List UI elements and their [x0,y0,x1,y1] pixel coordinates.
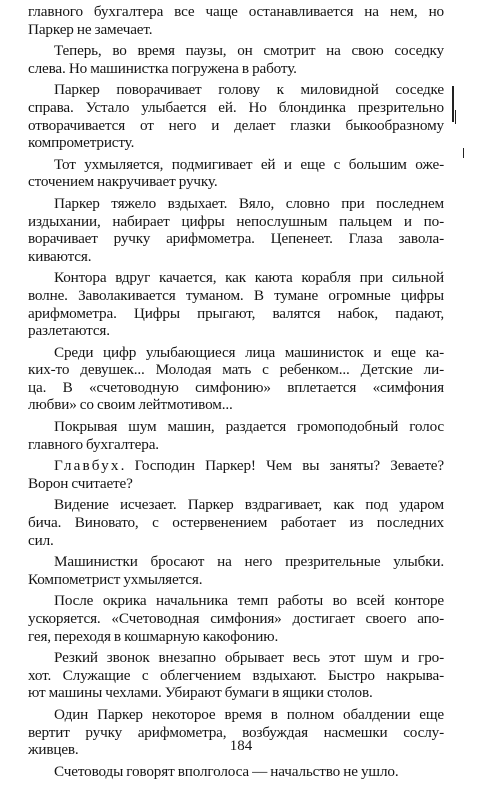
text-line: Контора вдруг качается, как каюта корабля при сильной [54,269,444,287]
text-line: Покрывая шум машин, раздается громоподобный голос [54,418,444,436]
text-line: вертит ручку арифмометра, возбуждая насмешки сослу- [28,723,444,741]
paragraph-11 [28,553,444,588]
text-line: издыхании, набирает цифры непослушным пальцем и по- [28,212,444,230]
paragraph-7 [28,344,444,414]
paragraph-8 [28,418,444,453]
text-line: любви» со своим лейтмотивом... [28,396,233,414]
paragraph-6 [28,269,444,339]
text-line: слева. Но машинистка погружена в работу. [28,59,297,77]
text-line: ких-то девушек... Молодая мать с ребенком... Детские ли- [28,361,444,379]
text-line: Паркер не замечает. [28,20,153,38]
text-line: главного бухгалтера все чаще останавливается на нем, но [28,3,444,20]
paragraph-4 [28,156,444,191]
text-line: Паркер тяжело вздыхает. Вяло, словно при последнем [54,194,444,212]
text-line: главного бухгалтера. [28,435,159,453]
paragraph-10 [28,496,444,549]
paragraph-9-dialogue [28,457,444,492]
text-line: Теперь, во время паузы, он смотрит на свою соседку [54,42,444,60]
margin-scan-mark [455,110,456,124]
text-line: волне. Заволакивается туманом. В тумане огромные цифры [28,286,444,304]
text-line: хот. Служащие с облегчением вздыхают. Быстро накрыва- [28,666,444,684]
speech-text: . Господин Паркер! Чем вы заняты? Зеваете? [120,457,444,475]
paragraph-1 [28,3,444,38]
text-line: отворачивается от него и делает глазки быкообразному [28,116,444,134]
text-line: справа. Устало улыбается ей. Но блондинка презрительно [28,98,444,116]
text-line: разлетаются. [28,322,110,340]
text-line: гея, переходя в кошмарную какофонию. [28,627,279,645]
text-line: Резкий звонок внезапно обрывает весь этот шум и гро- [54,649,444,667]
text-line: живцев. [28,741,79,759]
text-line: бича. Виновато, с остервенением работает из последних [28,514,444,532]
text-line: Видение исчезает. Паркер вздрагивает, как под ударом [54,496,444,514]
paragraph-15 [28,763,444,781]
text-line: арифмометра. Цифры прыгают, валятся набок, падают, [28,304,444,322]
text-line: Ворон считаете? [28,474,133,492]
text-line: сточением накручивает ручку. [28,173,218,191]
text-line: ют машины чехлами. Убирают бумаги в ящики столов. [28,684,373,702]
paragraph-5 [28,195,444,265]
paragraph-2 [28,42,444,77]
text-line [28,457,444,475]
text-line: ца. В «счетоводную симфонию» вплетается «симфония [28,378,444,396]
text-line: ворачивает ручку арифмометра. Цепенеет. Глаза завола- [28,230,444,248]
text-line: Компометрист ухмыляется. [28,570,203,588]
text-line: Счетоводы говорят вполголоса — начальство не ушло. [54,762,399,780]
page-text [28,3,444,780]
text-line: Тот ухмыляется, подмигивает ей и еще с большим оже- [54,155,444,173]
text-line: компрометристу. [28,134,135,152]
text-line: сил. [28,531,54,549]
text-line: Один Паркер некоторое время в полном обалдении еще [54,705,444,723]
paragraph-3 [28,81,444,151]
text-line: ускоряется. «Счетоводная симфония» достигает своего апо- [28,610,444,627]
paragraph-13 [28,649,444,702]
page-number: 184 [229,738,253,754]
margin-scan-mark [463,148,464,158]
paragraph-12 [28,592,444,645]
text-line: После окрика начальника темп работы во всей конторе [54,592,444,610]
text-line: киваются. [28,247,92,265]
text-line: Машинистки бросают на него презрительные улыбки. [54,553,444,571]
speaker-name: Главбух [54,457,121,475]
margin-scan-mark [452,86,454,122]
text-line: Паркер поворачивает голову к миловидной соседке [54,81,444,99]
text-line: Среди цифр улыбающиеся лица машинисток и еще ка- [54,343,444,361]
